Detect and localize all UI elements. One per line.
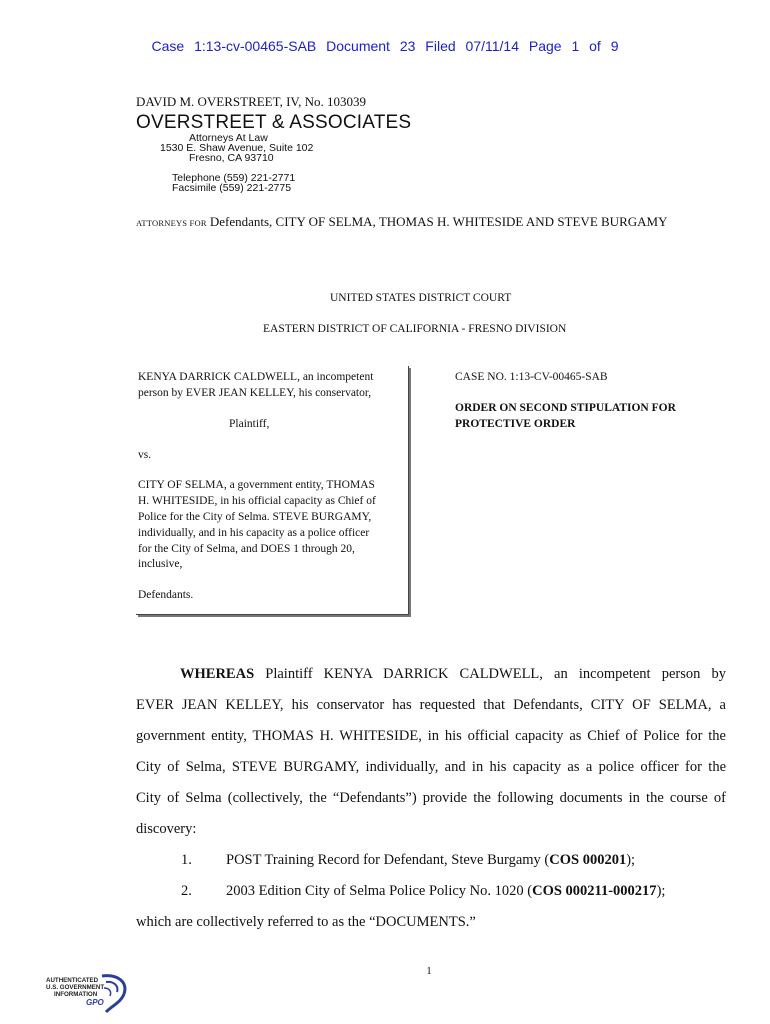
item-1-end: ); <box>626 852 636 868</box>
seal-line-2: U.S. GOVERNMENT <box>46 984 105 991</box>
closing-line: which are collectively referred to as the “DOCUMENTS.” <box>136 914 476 930</box>
item-2-desc: 2003 Edition City of Selma Police Policy No. 1020 ( <box>226 883 533 899</box>
case-header-stamp: Case 1:13-cv-00465-SAB Document 23 Filed 07/11/14 Page 1 of 9 <box>151 38 619 54</box>
firm-address-line2: Fresno, CA 93710 <box>189 152 274 164</box>
attorneys-for-line <box>136 214 667 230</box>
defendant-line-5: for the City of Selma, and DOES 1 through 20, <box>138 543 355 555</box>
seal-mark: GPO <box>86 998 104 1007</box>
firm-facsimile: Facsimile (559) 221-2775 <box>172 182 292 194</box>
body-line-3: government entity, THOMAS H. WHITESIDE, in his official capacity as Chief of Police for the <box>136 728 726 744</box>
item-1-number: 1. <box>181 852 192 868</box>
body-line-2: EVER JEAN KELLEY, his conservator has requested that Defendants, CITY OF SELMA, a <box>136 697 726 713</box>
court-district: EASTERN DISTRICT OF CALIFORNIA - FRESNO DIVISION <box>263 323 567 335</box>
item-2-number: 2. <box>181 883 192 899</box>
page-number: 1 <box>426 965 432 977</box>
seal-line-3: INFORMATION <box>54 991 98 998</box>
plaintiff-line-1: KENYA DARRICK CALDWELL, an incompetent <box>138 371 374 383</box>
item-1-desc: POST Training Record for Defendant, Steve Burgamy ( <box>226 852 550 868</box>
attorneys-for-label: ATTORNEYS FOR <box>136 218 207 228</box>
order-title-line2: PROTECTIVE ORDER <box>455 418 576 430</box>
firm-tagline: Attorneys At Law <box>189 132 268 144</box>
defendant-label: Defendants. <box>138 589 194 601</box>
firm-name: OVERSTREET & ASSOCIATES <box>136 112 412 133</box>
body-line-1-rest: Plaintiff KENYA DARRICK CALDWELL, an incompetent person by <box>254 666 726 682</box>
plaintiff-label: Plaintiff, <box>229 418 270 430</box>
body-line-6: discovery: <box>136 821 197 837</box>
attorney-line: DAVID M. OVERSTREET, IV, No. 103039 <box>136 94 367 109</box>
order-title-line1: ORDER ON SECOND STIPULATION FOR <box>455 402 676 414</box>
body-line-4: City of Selma, STEVE BURGAMY, individually, and in his capacity as a police officer for the <box>136 759 726 775</box>
body-line-1 <box>136 659 726 690</box>
firm-address-line1: 1530 E. Shaw Avenue, Suite 102 <box>160 142 314 154</box>
item-2-end: ); <box>656 883 666 899</box>
court-name: UNITED STATES DISTRICT COURT <box>330 292 512 304</box>
whereas-word: WHEREAS <box>180 666 255 682</box>
attorneys-for-text: Defendants, CITY OF SELMA, THOMAS H. WHITESIDE AND STEVE BURGAMY <box>209 214 668 229</box>
item-1-bates: COS 000201 <box>549 852 627 868</box>
item-2-text <box>226 883 665 900</box>
seal-line-1: AUTHENTICATED <box>46 977 99 984</box>
versus-label: vs. <box>138 449 152 461</box>
body-line-5: City of Selma (collectively, the “Defendants”) provide the following documents in the course of <box>136 790 726 806</box>
gpo-authentication-seal <box>46 972 130 1016</box>
item-1-text <box>226 852 635 869</box>
firm-telephone: Telephone (559) 221-2771 <box>172 172 296 184</box>
defendant-line-3: Police for the City of Selma. STEVE BURGAMY, <box>138 511 372 523</box>
case-number: CASE NO. 1:13-CV-00465-SAB <box>455 371 608 383</box>
gpo-eagle-icon <box>46 972 130 1016</box>
item-2-bates: COS 000211-000217 <box>532 883 657 899</box>
defendant-line-4: individually, and in his capacity as a police officer <box>138 527 370 539</box>
defendant-line-1: CITY OF SELMA, a government entity, THOMAS <box>138 479 375 491</box>
plaintiff-line-2: person by EVER JEAN KELLEY, his conservator, <box>138 387 372 399</box>
defendant-line-6: inclusive, <box>138 558 183 570</box>
defendant-line-2: H. WHITESIDE, in his official capacity as Chief of <box>138 495 376 507</box>
